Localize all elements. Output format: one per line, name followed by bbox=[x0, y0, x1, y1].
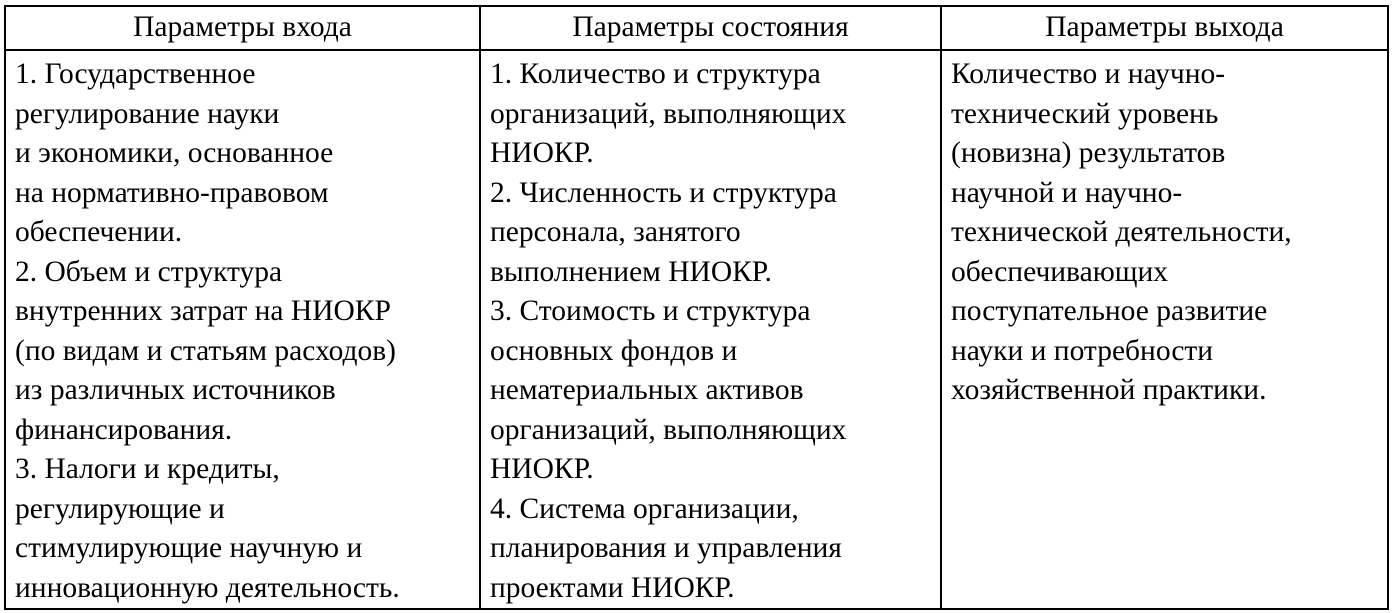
cell-line: внутренних затрат на НИОКР bbox=[15, 295, 391, 327]
cell-line: технический уровень bbox=[951, 97, 1219, 130]
table-header-row bbox=[5, 6, 1388, 50]
cell-output-parameters bbox=[941, 50, 1388, 609]
cell-line: технической деятельности, bbox=[951, 216, 1292, 248]
cell-line: 2. Объем и структура bbox=[15, 255, 283, 288]
cell-line: проектами НИОКР. bbox=[490, 571, 735, 604]
cell-line: 4. Система организации, bbox=[490, 492, 799, 525]
cell-line: основных фондов и bbox=[490, 334, 738, 367]
cell-line: инновационную деятельность. bbox=[15, 571, 400, 604]
cell-line: и экономики, основанное bbox=[15, 137, 334, 169]
cell-line: (новизна) результатов bbox=[951, 137, 1226, 169]
cell-line: НИОКР. bbox=[490, 137, 594, 169]
cell-line: научной и научно- bbox=[951, 176, 1183, 209]
cell-state-parameters bbox=[480, 50, 941, 609]
cell-line: поступательное развитие bbox=[951, 295, 1268, 327]
cell-line: организаций, выполняющих bbox=[490, 97, 847, 130]
parameters-table bbox=[4, 5, 1389, 610]
cell-line: на нормативно-правовом bbox=[15, 176, 329, 209]
header-input-parameters: Параметры входа bbox=[5, 6, 480, 50]
cell-line: организаций, выполняющих bbox=[490, 413, 847, 446]
cell-line: НИОКР. bbox=[490, 453, 594, 485]
cell-line: нематериальных активов bbox=[490, 374, 804, 406]
header-output-parameters: Параметры выхода bbox=[941, 6, 1388, 50]
cell-line: из различных источников bbox=[15, 374, 336, 406]
cell-line: обеспечивающих bbox=[951, 255, 1168, 288]
cell-line: обеспечении. bbox=[15, 216, 183, 248]
cell-line: регулирующие и bbox=[15, 492, 225, 525]
header-state-parameters: Параметры состояния bbox=[480, 6, 941, 50]
cell-line: финансирования. bbox=[15, 413, 233, 446]
cell-line: 2. Численность и структура bbox=[490, 176, 837, 209]
cell-line: 1. Количество и структура bbox=[490, 58, 821, 90]
table-row bbox=[5, 50, 1388, 609]
cell-line: науки и потребности bbox=[951, 334, 1214, 367]
cell-line: регулирование науки bbox=[15, 97, 280, 130]
cell-line: 3. Стоимость и структура bbox=[490, 295, 811, 327]
cell-line: 3. Налоги и кредиты, bbox=[15, 453, 280, 485]
cell-line: персонала, занятого bbox=[490, 216, 741, 248]
cell-line: хозяйственной практики. bbox=[951, 374, 1267, 406]
cell-line: 1. Государственное bbox=[15, 58, 256, 90]
cell-line: стимулирующие научную и bbox=[15, 532, 363, 564]
cell-line: планирования и управления bbox=[490, 532, 842, 564]
cell-line: (по видам и статьям расходов) bbox=[15, 334, 396, 367]
cell-line: Количество и научно- bbox=[951, 58, 1226, 90]
cell-input-parameters bbox=[5, 50, 480, 609]
cell-line: выполнением НИОКР. bbox=[490, 255, 772, 288]
